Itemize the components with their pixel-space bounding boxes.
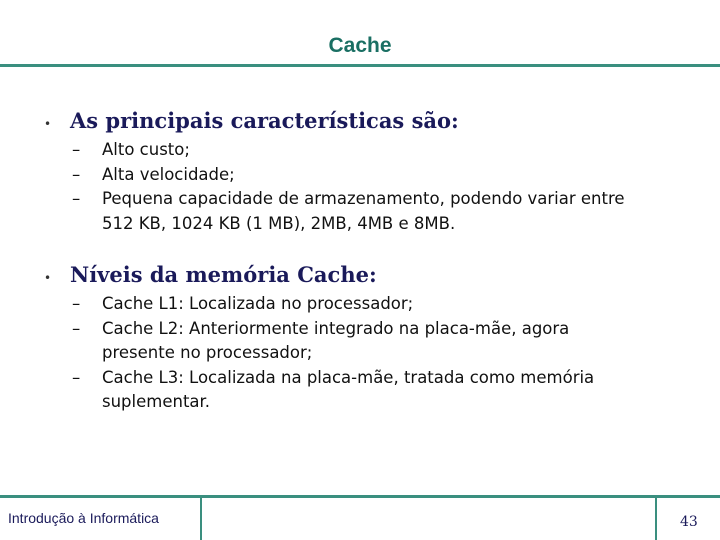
section-heading-characteristics xyxy=(44,108,459,133)
cache-levels-list xyxy=(72,292,632,415)
characteristics-list xyxy=(72,138,632,236)
list-item xyxy=(72,187,632,236)
dash-icon: – xyxy=(72,164,81,184)
footer-course-name: Introdução à Informática xyxy=(8,510,159,526)
dash-icon: – xyxy=(72,367,81,387)
list-item-text: Pequena capacidade de armazenamento, podendo variar entre 512 KB, 1024 KB (1 MB), 2MB, 4MB e 8MB. xyxy=(102,189,625,233)
slide-title: Cache xyxy=(328,34,392,57)
top-divider xyxy=(0,64,720,67)
list-item-text: Cache L3: Localizada na placa-mãe, tratada como memória suplementar. xyxy=(102,367,595,411)
list-item-text: Alta velocidade; xyxy=(102,164,235,184)
bullet-icon: • xyxy=(44,117,52,131)
list-item xyxy=(72,366,632,415)
section-heading-text: Níveis da memória Cache: xyxy=(70,262,377,287)
list-item-text: Alto custo; xyxy=(102,140,190,159)
list-item-text: Cache L2: Anteriormente integrado na placa-mãe, agora presente no processador; xyxy=(102,318,570,362)
list-item xyxy=(72,292,632,317)
list-item xyxy=(72,163,632,188)
bullet-icon: • xyxy=(44,271,52,285)
dash-icon: – xyxy=(72,189,81,208)
list-item xyxy=(72,317,632,366)
list-item xyxy=(72,138,632,163)
section-heading-cache-levels xyxy=(44,262,377,287)
dash-icon: – xyxy=(72,294,81,313)
dash-icon: – xyxy=(72,318,81,338)
section-heading-text: As principais características são: xyxy=(70,108,459,133)
dash-icon: – xyxy=(72,140,81,159)
list-item-text: Cache L1: Localizada no processador; xyxy=(102,294,414,313)
page-number: 43 xyxy=(680,514,698,530)
